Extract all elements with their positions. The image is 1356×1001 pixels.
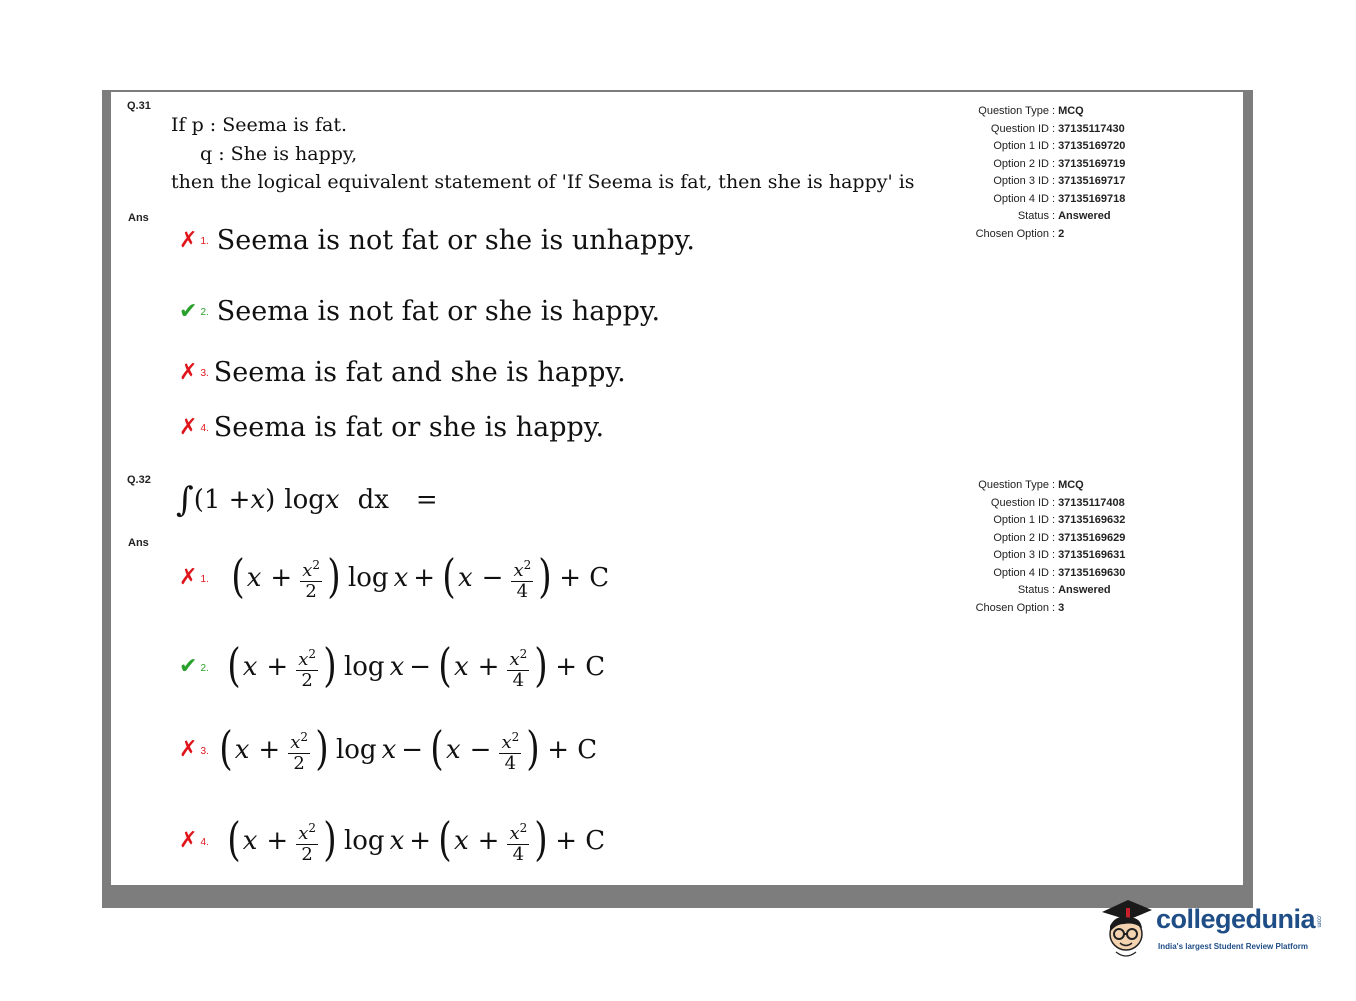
option-number: 3.: [200, 368, 209, 379]
cross-icon: ✗: [179, 359, 198, 385]
meta-row: [960, 226, 1125, 244]
logo-tagline: India's largest Student Review Platform: [1158, 942, 1308, 951]
option-1[interactable]: [179, 548, 609, 608]
paren-close: ): [315, 721, 329, 775]
paren-close: ): [526, 721, 540, 775]
option-text: Seema is fat or she is happy.: [213, 412, 605, 443]
meta-value: 2: [1058, 227, 1065, 240]
option-number: 1.: [200, 236, 209, 247]
meta-separator: :: [1052, 122, 1056, 135]
meta-separator: :: [1052, 531, 1056, 544]
meta-value: MCQ: [1058, 105, 1084, 117]
expr-log: log: [284, 485, 325, 515]
option-expression: [225, 812, 606, 866]
expr-var: x: [246, 563, 262, 593]
meta-key: Chosen Option: [975, 601, 1049, 614]
meta-key: Question Type: [978, 479, 1049, 491]
meta-value: 37135169629: [1058, 531, 1126, 544]
paren-close: ): [327, 549, 341, 603]
paren-open: (: [430, 721, 444, 775]
expr-var: x: [250, 485, 266, 515]
expr-var: x: [242, 826, 258, 856]
meta-separator: :: [1052, 496, 1056, 509]
expr-operator: +: [266, 652, 289, 682]
option-number: 2.: [200, 662, 209, 674]
expr-var: x: [389, 826, 405, 856]
option-number: 1.: [200, 573, 209, 585]
meta-row: [960, 477, 1125, 495]
meta-key: Option 1 ID: [993, 140, 1049, 152]
paren-close: ): [534, 812, 548, 866]
paren-open: (: [227, 638, 241, 692]
meta-separator: :: [1052, 105, 1056, 117]
question-text: [171, 111, 915, 197]
expr-operator: −: [409, 652, 432, 682]
expr-log: log: [347, 563, 389, 593]
option-2[interactable]: [179, 637, 605, 697]
question-line-3: then the logical equivalent statement of 'If Seema is fat, then she is happy' is: [171, 171, 915, 193]
expr-dx: dx: [357, 485, 389, 515]
paren-open: (: [438, 638, 452, 692]
expr-constant: + C: [559, 563, 610, 593]
meta-key: Option 3 ID: [993, 549, 1049, 561]
expr-operator: +: [413, 563, 436, 593]
check-icon: ✔: [179, 654, 198, 679]
fraction: $\frac{x^2}{4}$: [507, 818, 529, 865]
meta-row: [960, 512, 1125, 530]
fraction: $\frac{x^2}{2}$: [288, 727, 310, 774]
expr-var: x: [242, 652, 258, 682]
option-1[interactable]: [179, 225, 695, 256]
meta-key: Option 2 ID: [993, 531, 1049, 544]
meta-value: 37135169631: [1058, 549, 1126, 561]
meta-value: MCQ: [1058, 479, 1084, 491]
meta-separator: :: [1052, 192, 1056, 205]
expr-part: (1 +: [193, 485, 251, 515]
meta-value: 3: [1058, 601, 1065, 614]
answer-label: Ans: [128, 212, 149, 224]
meta-row: [960, 547, 1125, 565]
meta-separator: :: [1052, 140, 1056, 152]
meta-key: Option 4 ID: [993, 192, 1049, 205]
meta-key: Option 3 ID: [993, 175, 1049, 187]
meta-value: 37135169632: [1058, 514, 1126, 526]
expr-constant: + C: [547, 735, 598, 765]
question-number: Q.31: [127, 100, 151, 112]
fraction: $\frac{x^2}{4}$: [507, 644, 529, 691]
meta-row: [960, 156, 1125, 174]
expr-part: ): [265, 485, 276, 515]
graduate-mascot-icon: [1098, 896, 1154, 966]
fraction: $\frac{x^2}{4}$: [499, 727, 521, 774]
expr-operator: +: [409, 826, 432, 856]
meta-key: Question ID: [990, 496, 1049, 509]
expr-operator: +: [266, 826, 289, 856]
cross-icon: ✗: [179, 828, 198, 853]
meta-row: [960, 530, 1125, 548]
expr-var: x: [454, 826, 469, 856]
meta-key: Question Type: [978, 105, 1049, 117]
question-meta: [960, 477, 1125, 617]
cross-icon: ✗: [179, 737, 198, 762]
fraction: $\frac{x^2}{2}$: [296, 644, 318, 691]
option-expression: [217, 721, 598, 775]
paren-open: (: [438, 812, 452, 866]
expr-constant: + C: [555, 652, 606, 682]
meta-value: Answered: [1058, 584, 1111, 596]
meta-value: 37135169717: [1058, 175, 1126, 187]
expr-operator: −: [469, 735, 492, 765]
paren-open: (: [227, 812, 241, 866]
expr-operator: +: [477, 826, 500, 856]
paren-close: ): [538, 549, 552, 603]
meta-row: [960, 121, 1125, 139]
expr-log: log: [343, 652, 385, 682]
logo-suffix: .com: [1315, 914, 1322, 928]
option-3[interactable]: [179, 720, 597, 780]
logo-name: collegedunia: [1156, 904, 1316, 934]
meta-value: 37135117430: [1058, 122, 1125, 135]
meta-separator: :: [1052, 175, 1056, 187]
cross-icon: ✗: [179, 414, 198, 440]
meta-value: 37135169719: [1058, 157, 1126, 170]
cross-icon: ✗: [179, 565, 198, 590]
meta-key: Status: [1017, 210, 1049, 222]
meta-separator: :: [1052, 157, 1056, 170]
question-number: Q.32: [127, 474, 151, 486]
meta-separator: :: [1052, 210, 1056, 222]
option-expression: [229, 549, 610, 603]
meta-key: Option 1 ID: [993, 514, 1049, 526]
meta-key: Status: [1017, 584, 1049, 596]
meta-key: Option 4 ID: [993, 566, 1049, 579]
meta-separator: :: [1052, 514, 1056, 526]
meta-row: [960, 103, 1125, 121]
paren-close: ): [323, 812, 337, 866]
option-4[interactable]: [179, 412, 604, 443]
expr-operator: +: [270, 563, 293, 593]
expr-operator: +: [477, 652, 500, 682]
option-4[interactable]: [179, 811, 605, 871]
meta-row: [960, 173, 1125, 191]
option-number: 4.: [200, 836, 209, 848]
option-number: 3.: [200, 745, 209, 757]
fraction: $\frac{x^2}{2}$: [296, 818, 318, 865]
fraction: $\frac{x^2}{2}$: [300, 555, 322, 602]
expr-var: x: [458, 563, 473, 593]
paren-close: ): [534, 638, 548, 692]
expr-log: log: [343, 826, 385, 856]
meta-separator: :: [1052, 601, 1056, 614]
paren-open: (: [442, 549, 456, 603]
meta-row: [960, 600, 1125, 618]
meta-separator: :: [1052, 549, 1056, 561]
option-number: 4.: [200, 423, 209, 434]
integral-expression: [176, 480, 438, 520]
option-text: Seema is not fat or she is unhappy.: [216, 225, 695, 256]
meta-row: [960, 208, 1125, 226]
option-text: Seema is fat and she is happy.: [213, 357, 626, 388]
meta-value: 37135169630: [1058, 566, 1126, 579]
fraction: $\frac{x^2}{4}$: [511, 555, 533, 602]
option-text: Seema is not fat or she is happy.: [216, 296, 661, 327]
meta-key: Question ID: [990, 122, 1049, 135]
meta-separator: :: [1052, 584, 1056, 596]
expr-operator: −: [401, 735, 424, 765]
meta-row: [960, 582, 1125, 600]
option-3[interactable]: [179, 357, 626, 388]
expr-var: x: [446, 735, 461, 765]
answer-label: Ans: [128, 537, 149, 549]
paren-open: (: [219, 721, 233, 775]
meta-value: 37135117408: [1058, 496, 1125, 509]
paren-open: (: [231, 549, 245, 603]
meta-separator: :: [1052, 479, 1056, 491]
question-line-1: If p : Seema is fat.: [171, 114, 348, 136]
paren-close: ): [323, 638, 337, 692]
expr-operator: −: [481, 563, 504, 593]
meta-key: Chosen Option: [975, 227, 1049, 240]
expr-var: x: [454, 652, 469, 682]
option-2[interactable]: [179, 296, 660, 327]
expr-equals: =: [415, 485, 438, 515]
meta-row: [960, 495, 1125, 513]
integral-sign: ∫: [176, 480, 194, 520]
option-number: 2.: [200, 307, 209, 318]
expr-var: x: [381, 735, 397, 765]
meta-value: 37135169720: [1058, 140, 1126, 152]
meta-separator: :: [1052, 227, 1056, 240]
option-expression: [225, 638, 606, 692]
expr-var: x: [389, 652, 405, 682]
collegedunia-logo: [1098, 896, 1328, 966]
expr-operator: +: [258, 735, 281, 765]
meta-row: [960, 565, 1125, 583]
meta-separator: :: [1052, 566, 1056, 579]
expr-log: log: [335, 735, 377, 765]
meta-value: 37135169718: [1058, 192, 1126, 205]
expr-var: x: [324, 485, 340, 515]
expr-constant: + C: [555, 826, 606, 856]
meta-row: [960, 191, 1125, 209]
meta-value: Answered: [1058, 210, 1111, 222]
check-icon: ✔: [179, 298, 198, 324]
question-meta: [960, 103, 1125, 243]
meta-row: [960, 138, 1125, 156]
cross-icon: ✗: [179, 227, 198, 253]
expr-var: x: [393, 563, 409, 593]
question-line-2: q : She is happy,: [200, 142, 358, 165]
expr-var: x: [234, 735, 250, 765]
meta-key: Option 2 ID: [993, 157, 1049, 170]
